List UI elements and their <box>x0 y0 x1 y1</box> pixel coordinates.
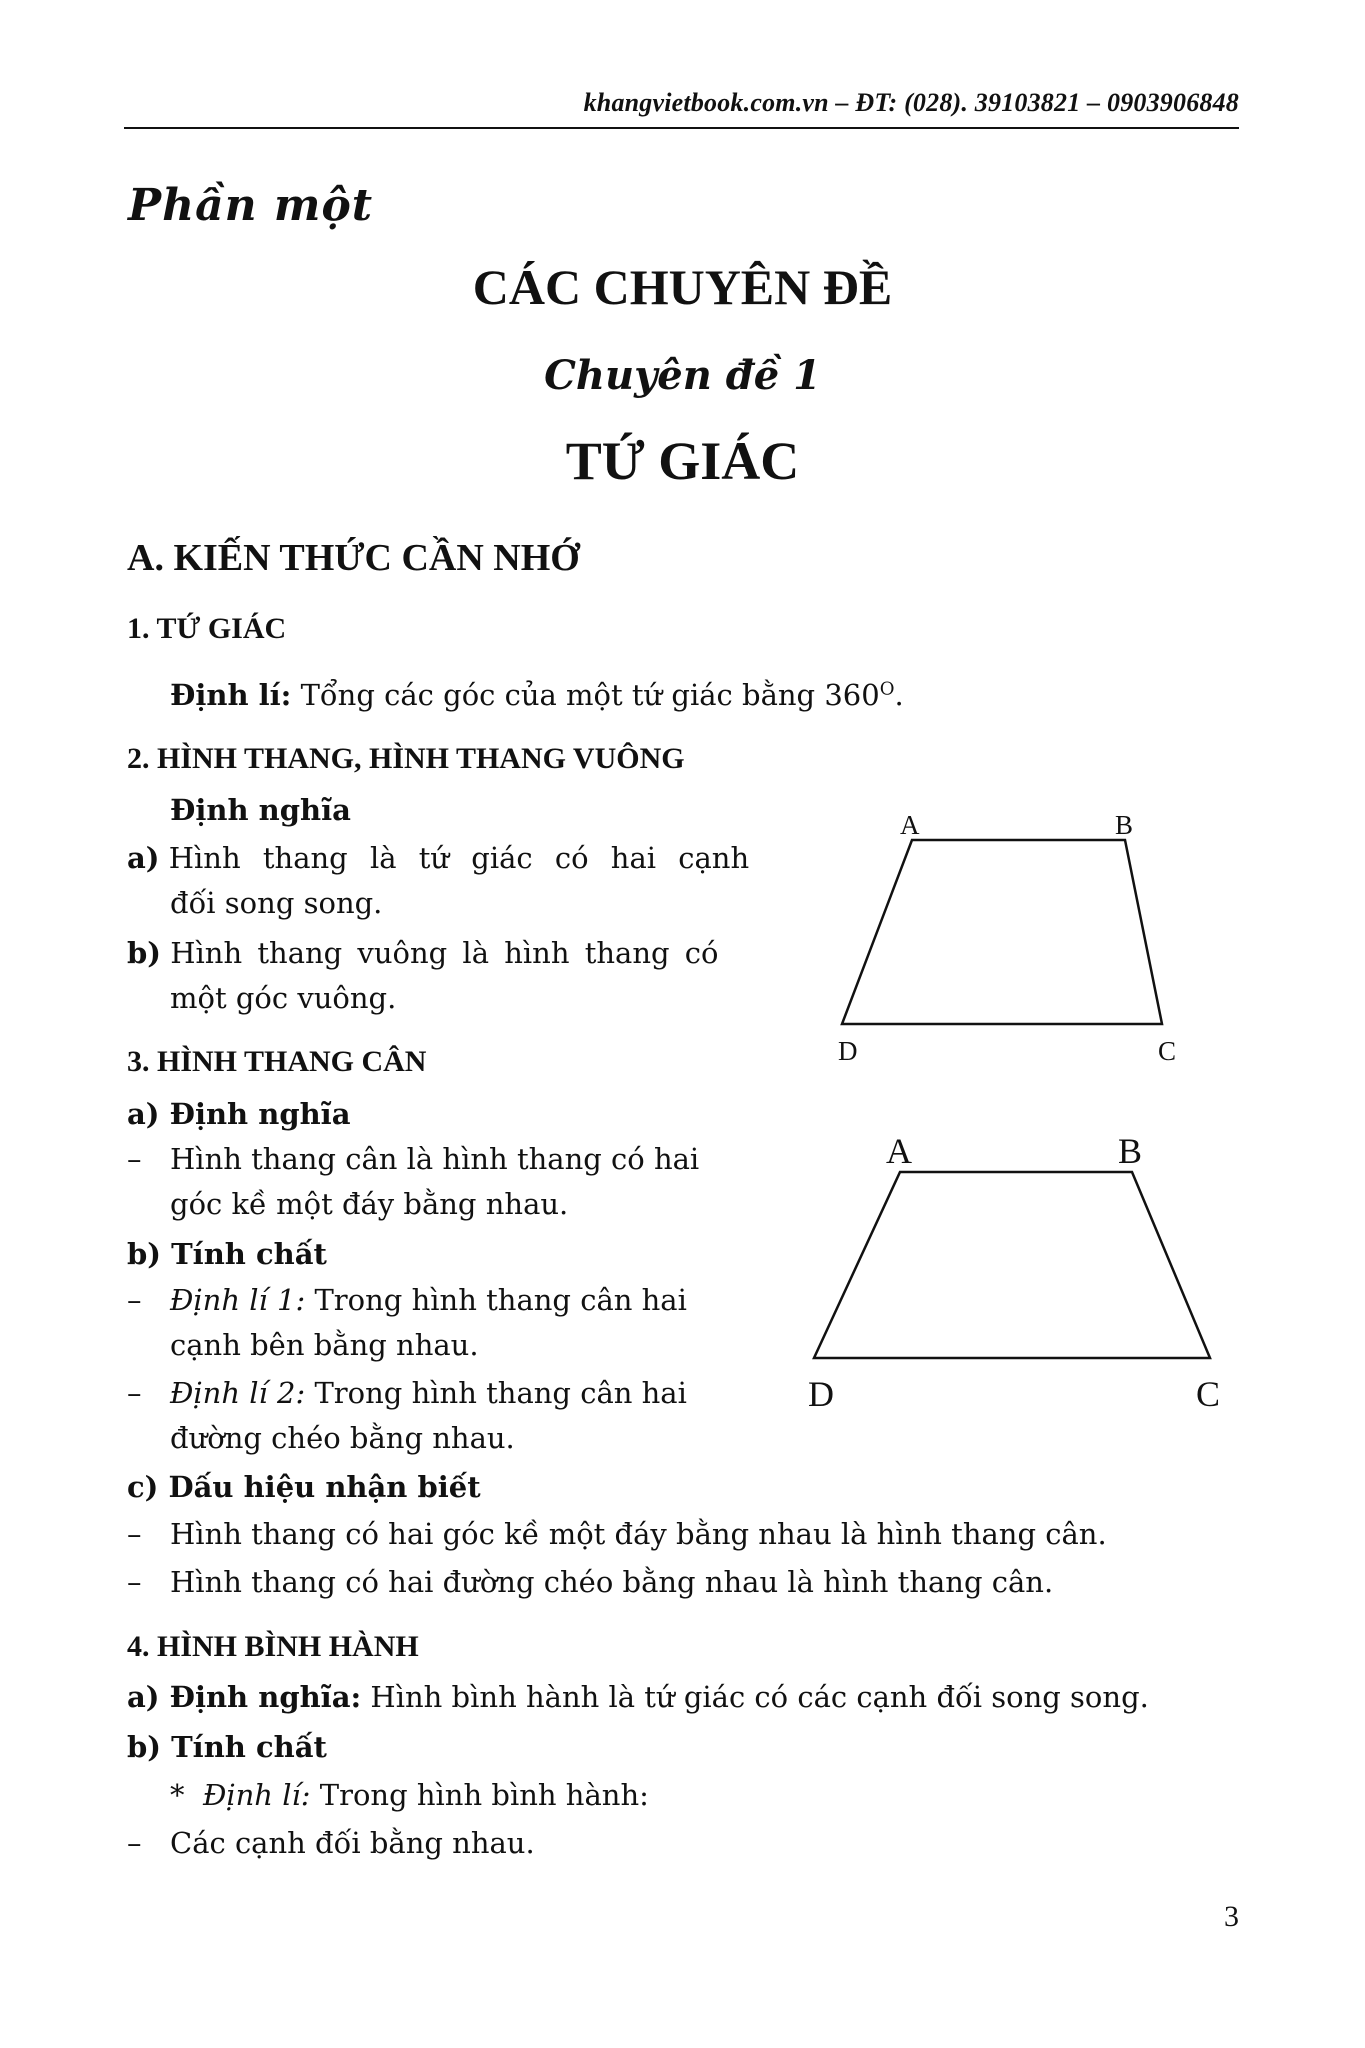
page-header: khangvietbook.com.vn – ĐT: (028). 39103821 – 0903906848 <box>583 88 1239 117</box>
fig1-label-d: D <box>838 1036 858 1066</box>
s3-sign-line2: Hình thang có hai đường chéo bằng nhau là hình thang cân. <box>170 1565 1054 1599</box>
s4-heading: 4. HÌNH BÌNH HÀNH <box>127 1630 419 1663</box>
s2-a-line1: Hình thang là tứ giác có hai cạnh <box>168 841 750 875</box>
s3-sign1-dash: – <box>127 1517 142 1551</box>
s3-def-line2: góc kề một đáy bằng nhau. <box>170 1187 569 1221</box>
s3-heading: 3. HÌNH THANG CÂN <box>127 1045 427 1078</box>
s3-theorem-2 <box>170 1376 687 1411</box>
s3-sign-heading: c) Dấu hiệu nhận biết <box>127 1470 481 1504</box>
s3-property-heading: b) Tính chất <box>127 1237 327 1271</box>
trapezoid-figure-2 <box>800 1120 1240 1420</box>
topic-number: Chuyên đề 1 <box>544 352 821 399</box>
s4-item1-dash: – <box>127 1826 142 1860</box>
trapezoid-2-shape <box>814 1172 1210 1358</box>
s1-heading: 1. TỨ GIÁC <box>127 612 287 645</box>
degree-mark: O <box>879 678 895 700</box>
s4-theorem <box>170 1778 649 1813</box>
s4-th-label: Định lí: <box>202 1778 311 1812</box>
fig1-label-b: B <box>1115 810 1134 840</box>
s4-th-text: Trong hình bình hành: <box>319 1778 649 1812</box>
s2-heading: 2. HÌNH THANG, HÌNH THANG VUÔNG <box>127 742 685 775</box>
s3-th2-dash: – <box>127 1376 142 1410</box>
fig1-label-a: A <box>900 810 920 840</box>
page-number: 3 <box>1224 1900 1239 1933</box>
fig2-label-d: D <box>808 1374 834 1414</box>
s3-th2-line2: đường chéo bằng nhau. <box>170 1421 515 1455</box>
s4-property-heading: b) Tính chất <box>127 1730 327 1764</box>
s3-theorem-1 <box>170 1283 687 1318</box>
s2-a-label: a) <box>127 841 160 875</box>
s2-definition-heading: Định nghĩa <box>170 793 351 827</box>
section-a-heading: A. KIẾN THỨC CẦN NHỚ <box>127 537 580 579</box>
s3-sign2-dash: – <box>127 1565 142 1599</box>
fig2-label-a: A <box>886 1131 912 1171</box>
trapezoid-figure-1 <box>830 800 1210 1080</box>
s4-item1: Các cạnh đối bằng nhau. <box>170 1826 535 1860</box>
s3-th2-line1: Trong hình thang cân hai <box>314 1376 687 1410</box>
fig2-label-c: C <box>1196 1374 1221 1414</box>
s4-definition <box>127 1680 1149 1715</box>
s4-star: * <box>170 1778 185 1812</box>
s4-def-text: Hình bình hành là tứ giác có các cạnh đối song song. <box>370 1680 1149 1714</box>
fig1-label-c: C <box>1158 1036 1177 1066</box>
main-title: CÁC CHUYÊN ĐỀ <box>472 259 893 315</box>
s3-sign-line1: Hình thang có hai góc kề một đáy bằng nhau là hình thang cân. <box>170 1517 1107 1551</box>
s1-theorem-label: Định lí: <box>170 678 292 712</box>
s3-th1-line1: Trong hình thang cân hai <box>314 1283 687 1317</box>
s2-b-line2: một góc vuông. <box>170 981 397 1015</box>
s2-b-label: b) <box>127 936 161 970</box>
trapezoid-1-shape <box>842 840 1162 1024</box>
s2-item-a <box>127 841 750 876</box>
s1-period: . <box>894 678 904 712</box>
s3-def-line1: Hình thang cân là hình thang có hai <box>170 1142 700 1176</box>
s3-th1-line2: cạnh bên bằng nhau. <box>170 1328 479 1362</box>
header-rule <box>124 127 1239 129</box>
s3-th2-label: Định lí 2: <box>170 1376 306 1410</box>
topic-title: TỨ GIÁC <box>565 431 800 491</box>
s1-theorem-text: Tổng các góc của một tứ giác bằng 360 <box>300 678 880 712</box>
part-title: Phần một <box>128 180 374 231</box>
s4-def-label: a) Định nghĩa: <box>127 1680 362 1714</box>
s3-definition-heading: a) Định nghĩa <box>127 1097 351 1131</box>
s2-a-line2: đối song song. <box>170 886 383 920</box>
s2-b-line1: Hình thang vuông là hình thang có <box>170 936 719 970</box>
s3-th1-label: Định lí 1: <box>170 1283 306 1317</box>
s1-theorem <box>170 678 904 713</box>
s3-def-dash: – <box>127 1142 142 1176</box>
s2-item-b <box>127 936 727 971</box>
fig2-label-b: B <box>1118 1131 1143 1171</box>
s3-th1-dash: – <box>127 1283 142 1317</box>
